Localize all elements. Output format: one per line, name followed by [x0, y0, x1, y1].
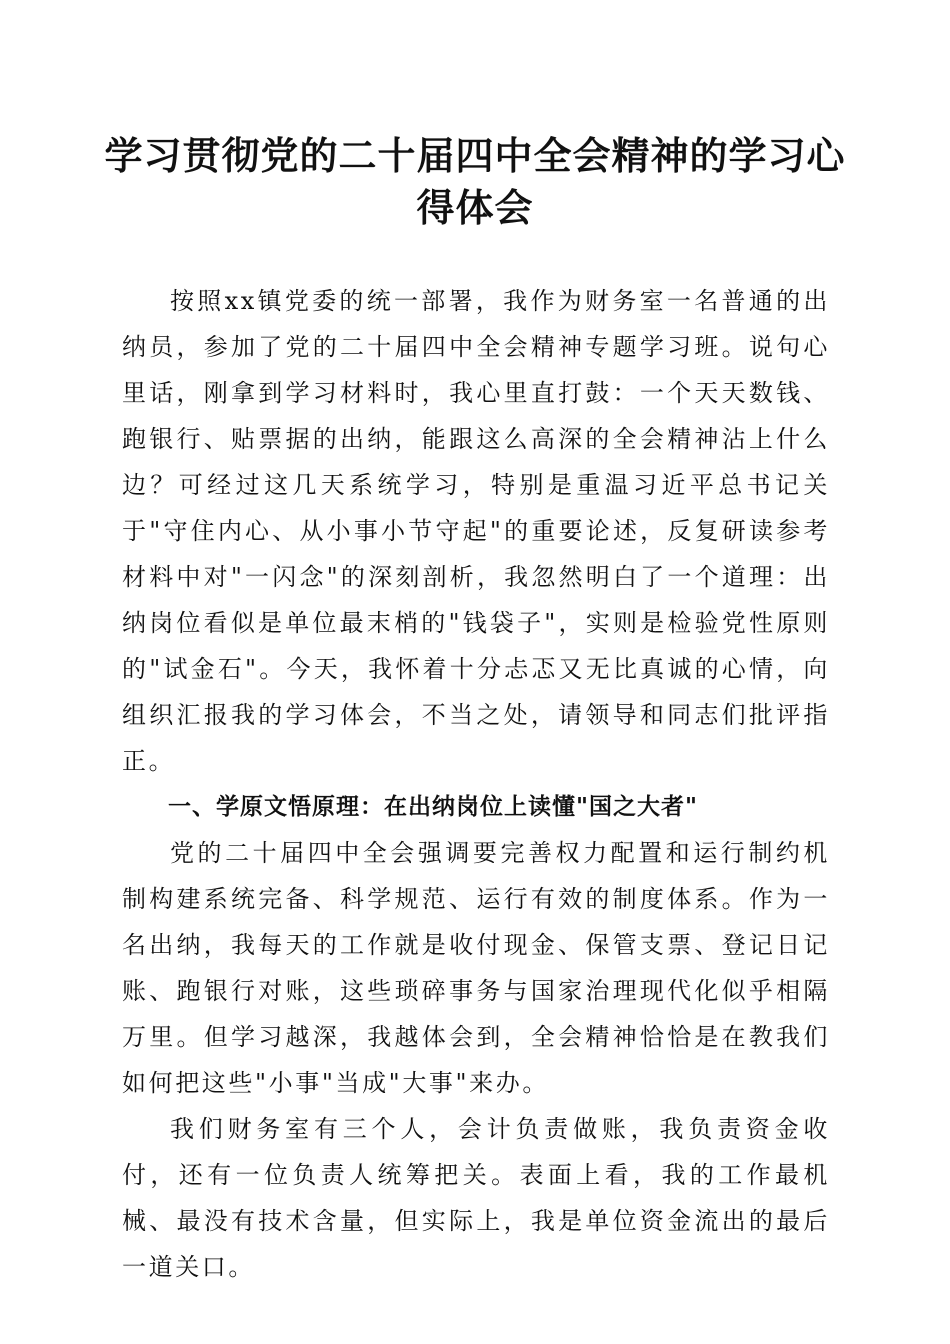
section1-paragraph-1: 党的二十届四中全会强调要完善权力配置和运行制约机制构建系统完备、科学规范、运行有效的制度体系。作为一名出纳，我每天的工作就是收付现金、保管支票、登记日记账、跑银行对账，这些琐碎事务与国家治理现代化似乎相隔万里。但学习越深，我越体会到，全会精神恰恰是在教我们如何把这些"小事"当成"大事"来办。	[122, 839, 830, 1097]
intro-paragraph: 按照xx镇党委的统一部署，我作为财务室一名普通的出纳员，参加了党的二十届四中全会精神专题学习班。说句心里话，刚拿到学习材料时，我心里直打鼓：一个天天数钱、跑银行、贴票据的出纳，能跟这么高深的全会精神沾上什么边？可经过这几天系统学习，特别是重温习近平总书记关于"守住内心、从小事小节守起"的重要论述，反复研读参考材料中对"一闪念"的深刻剖析，我忽然明白了一个道理：出纳岗位看似是单位最末梢的"钱袋子"，实则是检验党性原则的"试金石"。今天，我怀着十分忐忑又无比真诚的心情，向组织汇报我的学习体会，不当之处，请领导和同志们批评指正。	[122, 287, 830, 775]
document-body	[122, 278, 830, 1290]
section-heading-1: 一、学原文悟原理：在出纳岗位上读懂"国之大者"	[168, 794, 698, 820]
section1-paragraph-2: 我们财务室有三个人，会计负责做账，我负责资金收付，还有一位负责人统筹把关。表面上看，我的工作最机械、最没有技术含量，但实际上，我是单位资金流出的最后一道关口。	[122, 1115, 830, 1281]
document-title: 学习贯彻党的二十届四中全会精神的学习心得体会	[104, 133, 846, 230]
